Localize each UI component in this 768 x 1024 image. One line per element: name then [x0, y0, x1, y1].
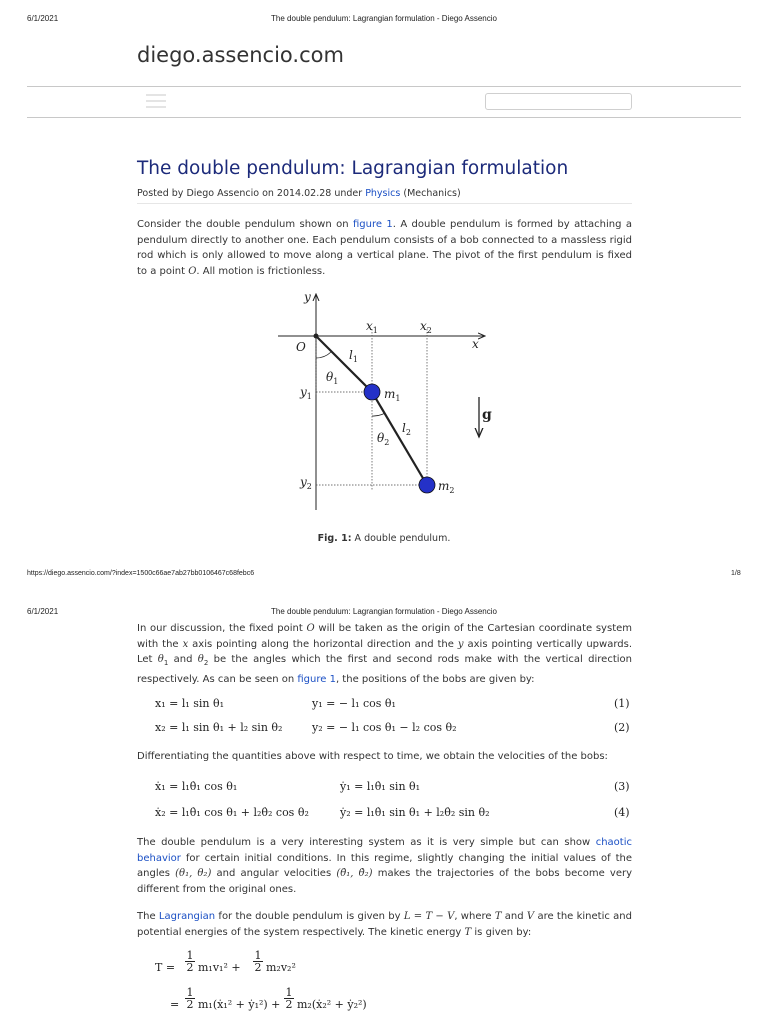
print-doc-title-2: The double pendulum: Lagrangian formulation - Diego Assencio: [271, 607, 497, 616]
bob-2: [419, 477, 435, 493]
eq3-left: ẋ₁ = l₁θ̇₁ cos θ₁: [155, 780, 238, 793]
kinetic-lhs: T =: [155, 961, 176, 974]
post-meta-text: Posted by Diego Assencio on 2014.02.28 under: [137, 188, 363, 199]
label-y-axis: y: [304, 290, 311, 304]
print-date: 6/1/2021: [27, 14, 59, 23]
print-url: https://diego.assencio.com/?index=1500c66ae7ab27bb0106467c68febc6: [27, 570, 255, 577]
subcategory-text: (Mechanics): [403, 188, 461, 199]
svg-text:l1: $l_1$: [349, 348, 358, 364]
svg-text:θ2: $\theta_2$: [377, 431, 390, 447]
bob-1: [364, 384, 380, 400]
svg-text:x2: $x_2$: [420, 319, 432, 335]
kinetic-term-4: m₂(ẋ₂² + ẏ₂²): [297, 998, 367, 1011]
intro-paragraph: Consider the double pendulum shown on figure 1. A double pendulum is formed by attaching a pendulum directly to another one. Each pendulum consists of a bob connected to a massless rigid rod which is only allowed to move along a vertical plane. The pivot of the first pendulum is fixed to a point O. All motion is frictionless.: [137, 219, 632, 277]
eq1-number: (1): [614, 697, 630, 710]
title-underline: [137, 203, 632, 204]
svg-text:m2: $m_2$: [438, 479, 455, 495]
header-bottom-rule: [27, 117, 741, 118]
fraction-half-1: 1 2: [186, 949, 194, 974]
chaos-paragraph: The double pendulum is a very interesting system as it is very simple but can show chaotic behavior for certain initial conditions. In this regime, slightly changing the initial values of the angles (θ₁, θ₂) and angular velocities (θ̇₁, θ̇₂) makes the trajectories of the bobs become very different from the original ones.: [137, 837, 633, 895]
label-x-axis: x: [472, 337, 479, 351]
figure-link[interactable]: figure 1: [352, 219, 393, 230]
menu-icon[interactable]: [146, 94, 166, 108]
post-meta: [137, 188, 461, 199]
label-gravity: g: [482, 407, 492, 423]
svg-text:m1: $m_1$: [384, 387, 401, 403]
print-doc-title: The double pendulum: Lagrangian formulation - Diego Assencio: [271, 14, 497, 23]
fraction-half-2: 1 2: [254, 949, 262, 974]
figure-link-2[interactable]: figure 1: [297, 673, 336, 685]
header-top-rule: [27, 86, 741, 87]
eq2-right: y₂ = − l₁ cos θ₁ − l₂ cos θ₂: [312, 721, 457, 734]
lagrangian-paragraph: The Lagrangian for the double pendulum is given by L = T − V, where T and V are the kinetic and potential energies of the system respectively. The kinetic energy T is given by:: [137, 911, 632, 938]
eq3-right: ẏ₁ = l₁θ̇₁ sin θ₁: [340, 780, 421, 793]
category-link[interactable]: Physics: [365, 188, 401, 199]
svg-text:y1: $y_1$: [300, 385, 312, 401]
eq4-right: ẏ₂ = l₁θ̇₁ sin θ₁ + l₂θ̇₂ sin θ₂: [340, 806, 490, 819]
lagrangian-link[interactable]: Lagrangian: [158, 911, 216, 922]
label-origin: O: [296, 340, 306, 354]
kinetic-term-1: m₁v₁² +: [198, 961, 241, 974]
kinetic-term-3: m₁(ẋ₁² + ẏ₁²) +: [198, 998, 281, 1011]
print-date-2: 6/1/2021: [27, 607, 59, 616]
eq1-right: y₁ = − l₁ cos θ₁: [312, 697, 396, 710]
eq1-left: x₁ = l₁ sin θ₁: [155, 697, 225, 710]
coordinates-paragraph: In our discussion, the fixed point O will be taken as the origin of the Cartesian coordinate system with the x axis pointing along the horizontal direction and the y axis pointing vertically upwards. Let $\theta_1$ and $\theta_2$ be the angles which the first and second rods make with the vertical direction respectively. As can be seen on figure 1, the positions of the bobs are given by:: [137, 623, 633, 685]
eq4-number: (4): [614, 806, 630, 819]
print-page-number: 1/8: [731, 570, 741, 577]
svg-text:x1: $x_1$: [366, 319, 378, 335]
eq2-left: x₂ = l₁ sin θ₁ + l₂ sin θ₂: [155, 721, 283, 734]
search-input[interactable]: [485, 93, 632, 110]
page-title: The double pendulum: Lagrangian formulation: [137, 158, 569, 179]
svg-text:l2: $l_2$: [402, 421, 411, 437]
figure-caption: Fig. 1: A double pendulum.: [317, 533, 451, 544]
site-brand[interactable]: diego.assencio.com: [137, 43, 344, 67]
eq3-number: (3): [614, 780, 630, 793]
eq2-number: (2): [614, 721, 630, 734]
svg-text:y2: $y_2$: [300, 475, 312, 491]
fraction-half-3: 1 2: [186, 986, 194, 1011]
fraction-half-4: 1 2: [285, 986, 293, 1011]
double-pendulum-figure: [270, 285, 500, 525]
eq4-left: ẋ₂ = l₁θ̇₁ cos θ₁ + l₂θ̇₂ cos θ₂: [155, 806, 309, 819]
rod-1: [316, 336, 372, 392]
kinetic-term-2: m₂v₂²: [266, 961, 296, 974]
svg-text:θ1: $\theta_1$: [326, 370, 339, 386]
velocities-intro: Differentiating the quantities above with respect to time, we obtain the velocities of the bobs:: [137, 751, 608, 762]
pivot-point: [314, 334, 319, 339]
kinetic-eq-sign: =: [170, 998, 180, 1011]
chaotic-behavior-link[interactable]: chaotic behavior: [137, 837, 632, 864]
